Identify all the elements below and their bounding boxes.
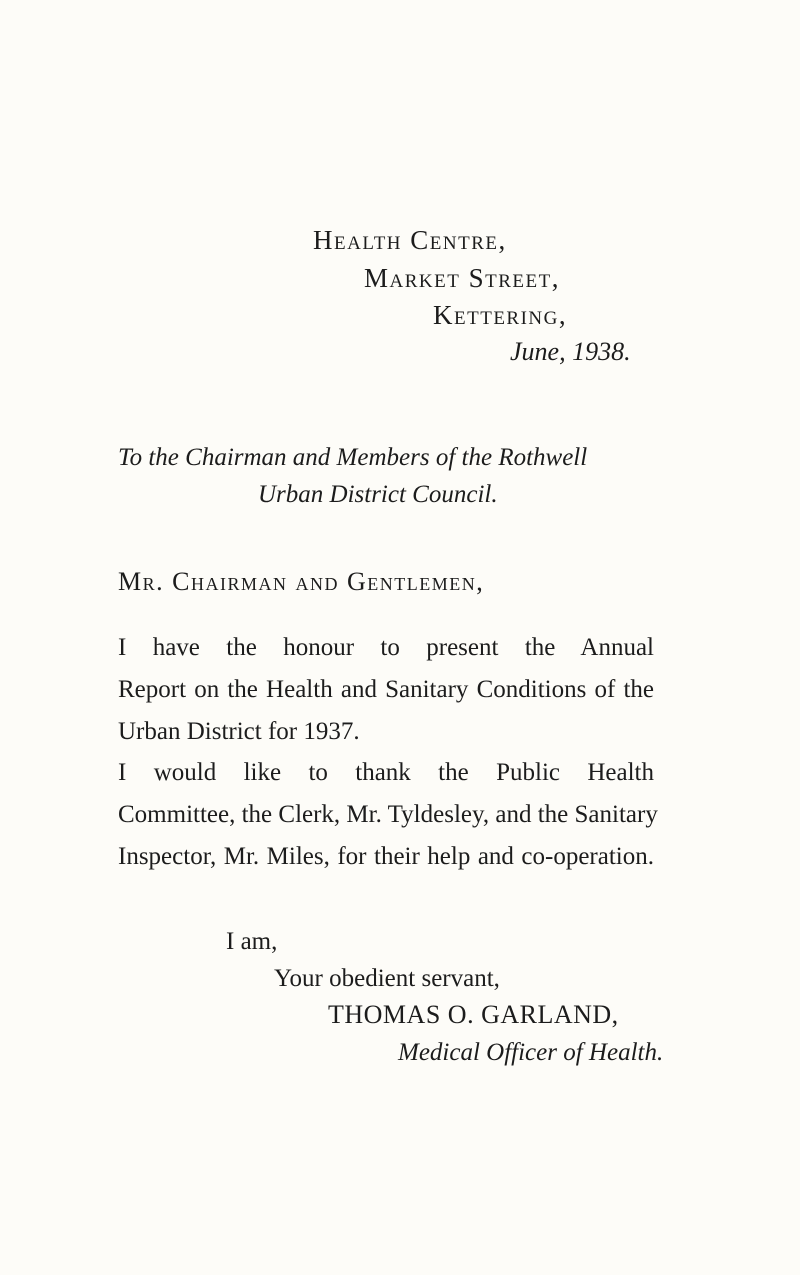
paragraph-line: Urban District for 1937. <box>118 718 360 745</box>
addressee-line-1: To the Chairman and Members of the Rothwell <box>118 444 588 471</box>
paragraph-line: I have the honour to present the Annual <box>118 634 654 661</box>
paragraph-line: I would like to thank the Public Health <box>118 759 654 786</box>
address-line-2: Market Street, <box>364 263 560 293</box>
paragraph-line: Committee, the Clerk, Mr. Tyldesley, and the Sanitary <box>118 801 658 828</box>
signer-name: THOMAS O. GARLAND, <box>328 1000 619 1029</box>
paragraph-line: Report on the Health and Sanitary Conditions of the <box>118 676 654 703</box>
address-line-3: Kettering, <box>433 300 568 330</box>
addressee-line-2: Urban District Council. <box>258 481 498 508</box>
paragraph-report <box>118 627 654 753</box>
letter-date: June, 1938. <box>510 337 631 366</box>
paragraph-line: Inspector, Mr. Miles, for their help and co-operation. <box>118 843 654 870</box>
paragraph-thanks <box>118 752 658 878</box>
closing-line-1: I am, <box>226 928 278 955</box>
salutation: Mr. Chairman and Gentlemen, <box>118 567 485 596</box>
signer-title: Medical Officer of Health. <box>398 1039 664 1066</box>
closing-line-2: Your obedient servant, <box>274 965 500 992</box>
address-line-1: Health Centre, <box>313 225 507 255</box>
